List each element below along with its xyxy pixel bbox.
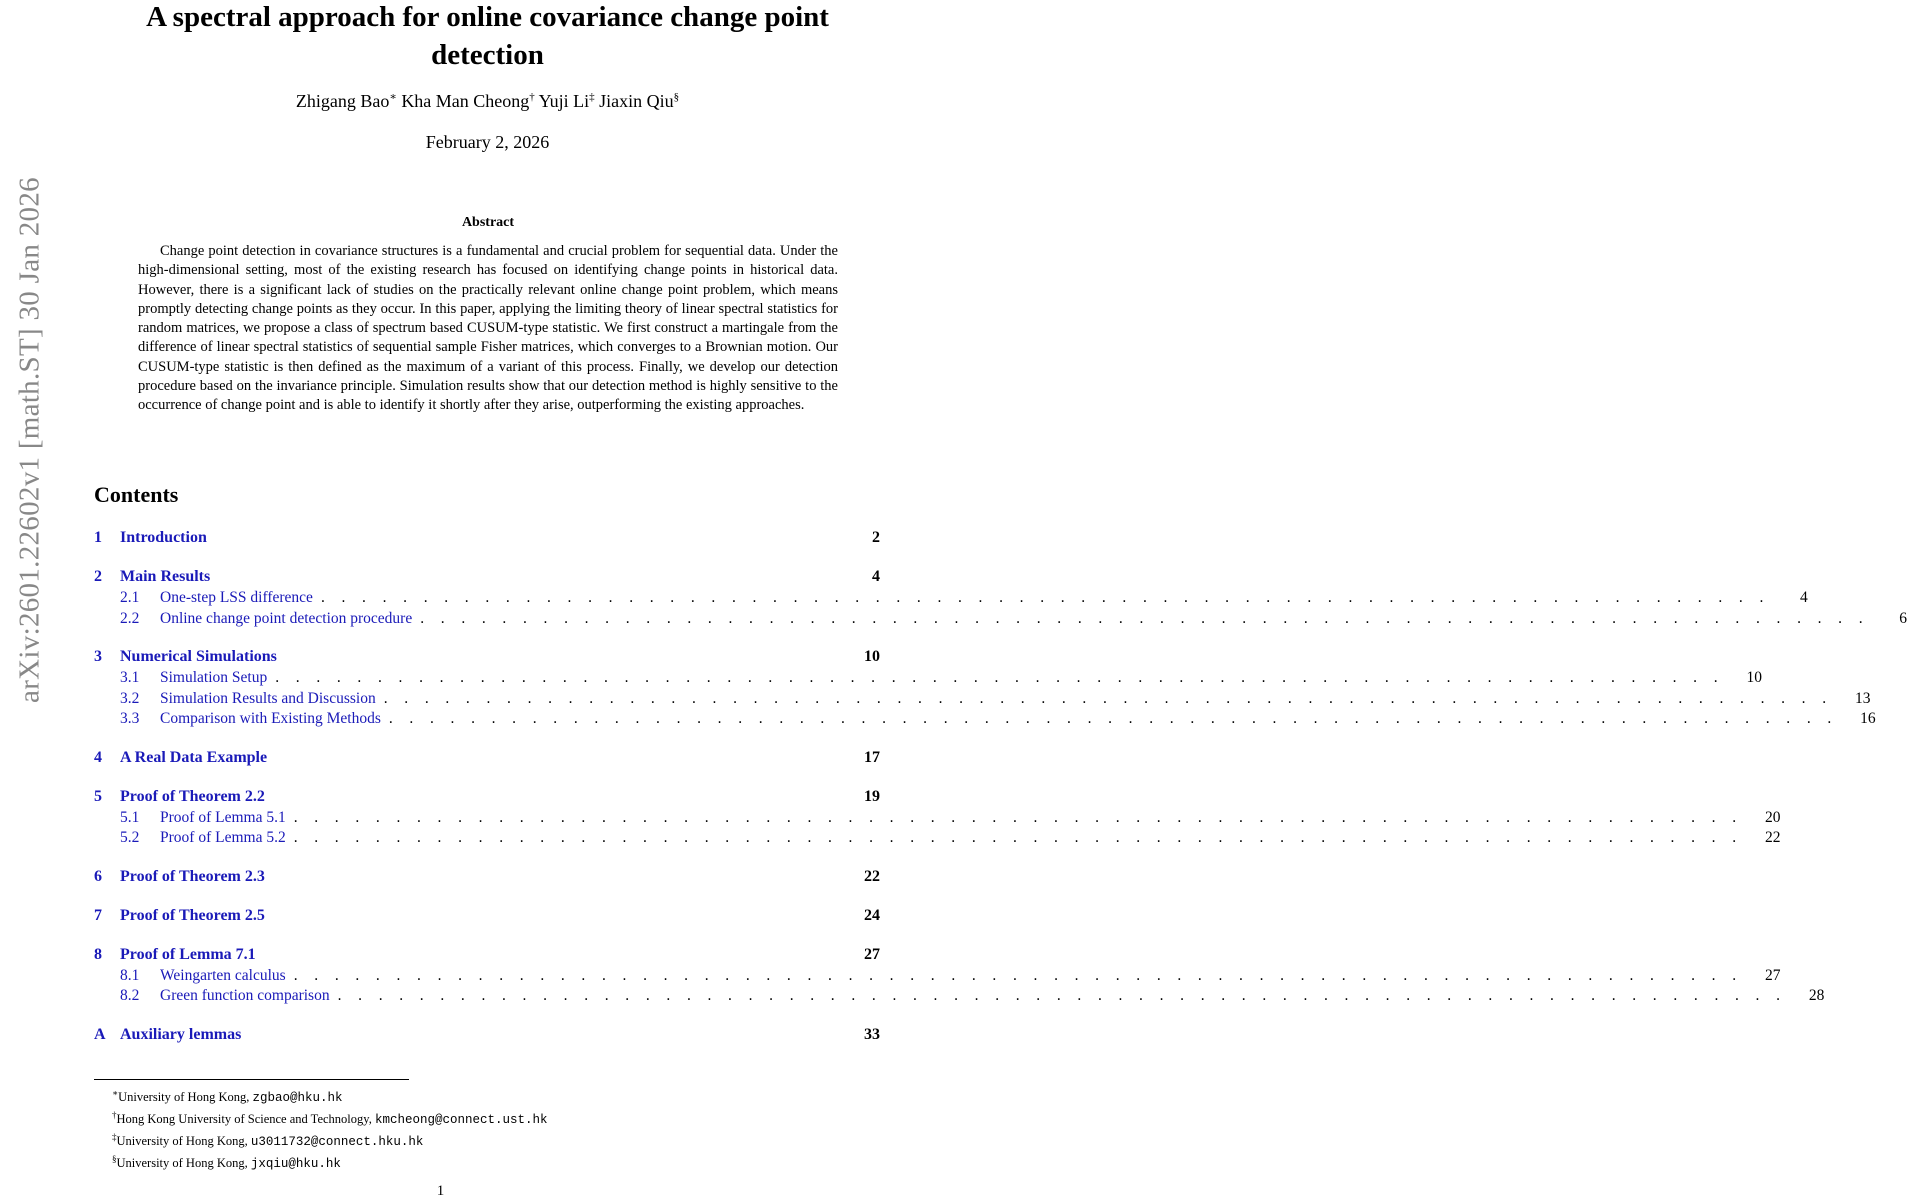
toc-section-entry[interactable] [94, 905, 880, 927]
footnote-email[interactable]: kmcheong@connect.ust.hk [374, 1113, 548, 1128]
toc-section-link[interactable]: Introduction [120, 529, 207, 546]
author-name: Kha Man Cheong [401, 91, 530, 111]
toc-section-number: 5 [94, 787, 102, 805]
toc-section-entry[interactable] [94, 566, 880, 588]
arxiv-side-identifier [0, 0, 60, 880]
footnote-affiliation [112, 1151, 547, 1173]
toc-section-number: 4 [94, 748, 102, 766]
toc-subsection-number: 2.2 [120, 609, 140, 627]
toc-subsection-number: 3.1 [120, 669, 140, 686]
toc-page-number: 6 [1899, 609, 1907, 627]
toc-dot-leader: . . . . . . . . . . . . . . . . . . . . . . . . . . . . . . . . . . . . . . . . . . . . . . . . . . . . . . . . . . . . . . . . . . . . . . . [388, 710, 1838, 727]
toc-subsection-number: 3.2 [120, 689, 140, 707]
toc-subsection-link[interactable]: Weingarten calculus [160, 966, 286, 984]
author [296, 91, 397, 111]
toc-page-number: 19 [864, 787, 880, 805]
toc-page-number: 13 [1855, 689, 1871, 707]
author-footnote-mark: ∗ [389, 91, 397, 103]
abstract-text: Change point detection in covariance structures is a fundamental and crucial problem for sequential data. Under the high-dimensional setting, most of the existing research has focused on identifying change points in historical data. However, there is a significant lack of studies on the practically relevant online change point problem, which means promptly detecting change points as they occur. In this paper, applying the limiting theory of linear spectral statistics for random matrices, we propose a class of spectrum based CUSUM-type statistic. We first construct a martingale from the difference of linear spectral statistics of sequential sample Fisher matrices, which converges to a Brownian motion. Our CUSUM-type statistic is then defined as the maximum of a variant of this process. Finally, we develop our detection procedure based on the invariance principle. Simulation results show that our detection method is highly sensitive to the occurrence of change point and is able to identify it shortly after they arise, outperforming the existing approaches. [138, 243, 838, 414]
toc-section-link[interactable]: Main Results [120, 568, 211, 585]
toc-subsection-entry[interactable] [94, 689, 1871, 710]
toc-section-number: 3 [94, 648, 102, 665]
toc-section-number: 8 [94, 945, 102, 963]
toc-page-number: 28 [1808, 987, 1825, 1004]
footnote-divider [94, 1079, 409, 1080]
toc-subsection-entry[interactable] [94, 609, 1907, 630]
abstract-heading: Abstract [461, 215, 515, 230]
footnote-affiliation-text: University of Hong Kong, [118, 1090, 250, 1105]
toc-section-entry[interactable] [94, 646, 880, 668]
toc-section-entry[interactable] [94, 944, 880, 966]
author-name: Zhigang Bao [295, 91, 390, 111]
toc-subsection-entry[interactable] [94, 986, 1825, 1007]
toc-section-link[interactable]: Proof of Theorem 2.3 [120, 867, 265, 885]
toc-page-number: 22 [864, 867, 880, 885]
toc-page-number: 27 [864, 945, 880, 963]
toc-subsection-link[interactable]: Simulation Setup [160, 669, 268, 686]
toc-page-number: 10 [1746, 669, 1762, 686]
toc-page-number: 10 [864, 648, 880, 665]
toc-dot-leader: . . . . . . . . . . . . . . . . . . . . . . . . . . . . . . . . . . . . . . . . . . . . . . . . . . . . . . . . . . . . . . . . . . . . . . . [293, 829, 1743, 846]
author-name: Yuji Li [538, 91, 590, 111]
author-name: Jiaxin Qiu [599, 91, 674, 111]
footnote-email[interactable]: u3011732@connect.hku.hk [250, 1135, 424, 1150]
toc-page-number: 4 [872, 568, 880, 585]
toc-section-link[interactable]: Proof of Theorem 2.2 [120, 787, 265, 805]
toc-dot-leader: . . . . . . . . . . . . . . . . . . . . . . . . . . . . . . . . . . . . . . . . . . . . . . . . . . . . . . . . . . . . . . . . . . . . . . . [337, 987, 1787, 1004]
footnote-affiliation-text: University of Hong Kong, [116, 1156, 248, 1171]
contents-heading: Contents [94, 482, 179, 507]
toc-section-number: 7 [94, 906, 102, 924]
toc-section-number: 2 [94, 568, 102, 585]
toc-subsection-link[interactable]: Simulation Results and Discussion [160, 689, 376, 707]
footnote-affiliation-text: Hong Kong University of Science and Technology, [116, 1112, 372, 1127]
toc-section-number: 1 [94, 529, 102, 546]
toc-page-number: 17 [864, 748, 880, 766]
toc-page-number: 4 [1799, 589, 1808, 606]
toc-section-link[interactable]: Auxiliary lemmas [120, 1025, 242, 1043]
toc-subsection-number: 8.1 [120, 966, 140, 984]
author [401, 91, 534, 111]
footnote-email[interactable]: zgbao@hku.hk [252, 1091, 343, 1106]
paper-date: February 2, 2026 [425, 132, 550, 152]
toc-subsection-link[interactable]: Proof of Lemma 5.2 [160, 829, 286, 846]
table-of-contents [94, 527, 1907, 1046]
toc-subsection-number: 3.3 [120, 710, 140, 727]
toc-subsection-number: 2.1 [120, 589, 140, 606]
toc-page-number: 2 [872, 529, 880, 546]
toc-section-entry[interactable] [94, 866, 880, 888]
toc-dot-leader: . . . . . . . . . . . . . . . . . . . . . . . . . . . . . . . . . . . . . . . . . . . . . . . . . . . . . . . . . . . . . . . . . . . . . . . [383, 689, 1833, 707]
footnote-mark: † [112, 1110, 117, 1121]
footnote-mark: ∗ [112, 1088, 119, 1098]
toc-subsection-link[interactable]: Online change point detection procedure [160, 609, 413, 627]
author-footnote-mark: § [673, 91, 680, 103]
paper-title: A spectral approach for online covariance change point detection [146, 1, 829, 71]
toc-subsection-link[interactable]: Comparison with Existing Methods [160, 710, 381, 727]
footnote-mark: ‡ [112, 1132, 117, 1143]
toc-page-number: 22 [1764, 829, 1781, 846]
toc-section-link[interactable]: Proof of Lemma 7.1 [120, 945, 256, 963]
footnote-affiliation-text: University of Hong Kong, [116, 1134, 248, 1149]
toc-section-link[interactable]: Numerical Simulations [120, 648, 277, 665]
footnote-affiliation [112, 1129, 547, 1151]
author [539, 91, 595, 111]
toc-section-number: 6 [94, 867, 102, 885]
author-footnote-mark: † [529, 91, 535, 103]
footnotes [112, 1085, 547, 1174]
toc-subsection-entry[interactable] [94, 668, 1762, 689]
toc-section-link[interactable]: Proof of Theorem 2.5 [120, 906, 265, 924]
toc-section-number: A [94, 1025, 106, 1043]
toc-subsection-number: 5.2 [120, 829, 140, 846]
toc-dot-leader: . . . . . . . . . . . . . . . . . . . . . . . . . . . . . . . . . . . . . . . . . . . . . . . . . . . . . . . . . . . . . . . . . . . . . . . [275, 669, 1724, 686]
author-list [90, 90, 885, 112]
toc-dot-leader: . . . . . . . . . . . . . . . . . . . . . . . . . . . . . . . . . . . . . . . . . . . . . . . . . . . . . . . . . . . . . . . . . . . . . . . [420, 609, 1869, 627]
footnote-email[interactable]: jxqiu@hku.hk [250, 1157, 341, 1172]
toc-subsection-link[interactable]: One-step LSS difference [160, 589, 313, 606]
toc-subsection-number: 5.1 [120, 808, 140, 826]
toc-page-number: 24 [864, 906, 880, 924]
toc-subsection-entry[interactable] [94, 828, 1781, 849]
toc-dot-leader: . . . . . . . . . . . . . . . . . . . . . . . . . . . . . . . . . . . . . . . . . . . . . . . . . . . . . . . . . . . . . . . . . . . . . . . [320, 589, 1770, 606]
toc-section-entry[interactable] [94, 527, 880, 549]
author-footnote-mark: ‡ [589, 91, 595, 103]
toc-subsection-link[interactable]: Green function comparison [160, 987, 330, 1004]
toc-subsection-entry[interactable] [94, 588, 1808, 609]
toc-dot-leader: . . . . . . . . . . . . . . . . . . . . . . . . . . . . . . . . . . . . . . . . . . . . . . . . . . . . . . . . . . . . . . . . . . . . . . . [293, 808, 1743, 826]
toc-section-entry[interactable] [94, 747, 880, 769]
toc-dot-leader: . . . . . . . . . . . . . . . . . . . . . . . . . . . . . . . . . . . . . . . . . . . . . . . . . . . . . . . . . . . . . . . . . . . . . . . [293, 966, 1743, 984]
toc-page-number: 27 [1765, 966, 1781, 984]
toc-page-number: 20 [1764, 808, 1781, 826]
footnote-mark: § [112, 1154, 117, 1165]
toc-section-entry[interactable] [94, 786, 880, 808]
toc-page-number: 33 [864, 1025, 880, 1043]
toc-subsection-entry[interactable] [94, 709, 1876, 730]
toc-section-entry[interactable] [94, 1024, 880, 1046]
page-number: 1 [436, 1183, 445, 1199]
author [599, 91, 679, 111]
toc-subsection-entry[interactable] [94, 966, 1781, 987]
toc-subsection-entry[interactable] [94, 808, 1781, 829]
arxiv-identifier-text: arXiv:2601.22602v1 [math.ST] 30 Jan 2026 [13, 177, 46, 703]
toc-subsection-link[interactable]: Proof of Lemma 5.1 [160, 808, 286, 826]
footnote-affiliation [112, 1085, 547, 1107]
footnote-affiliation [112, 1107, 547, 1129]
toc-subsection-number: 8.2 [120, 987, 140, 1004]
toc-page-number: 16 [1860, 710, 1876, 727]
toc-section-link[interactable]: A Real Data Example [120, 748, 268, 766]
